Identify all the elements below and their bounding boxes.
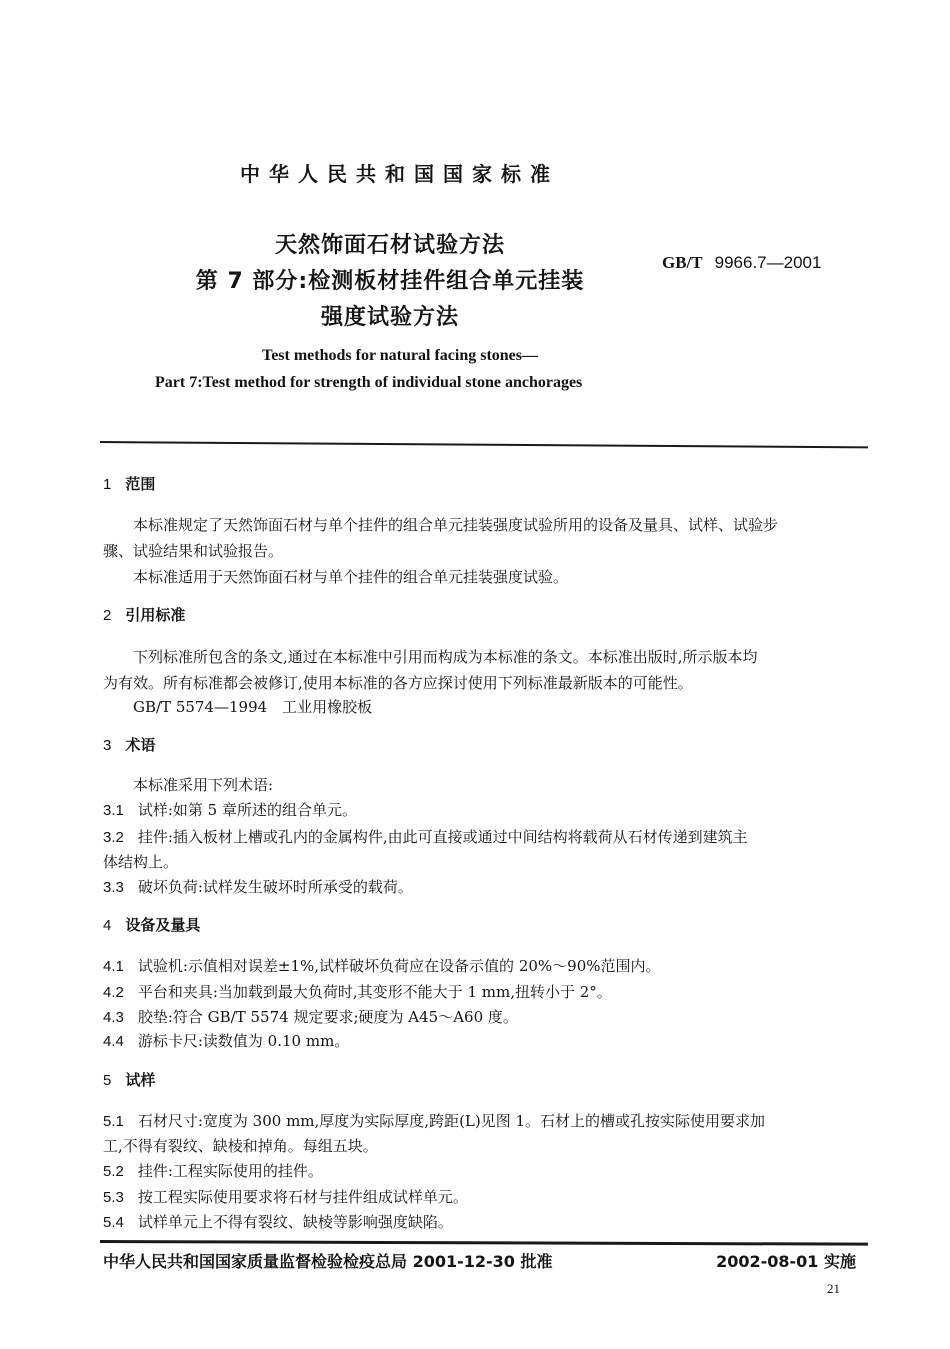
paragraph: 为有效。所有标准都会被修订,使用本标准的各方应探讨使用下列标准最新版本的可能性。 (103, 674, 693, 692)
english-title-line-2: Part 7:Test method for strength of individual stone anchorages (155, 374, 583, 391)
footer-divider (100, 1240, 868, 1246)
section-heading: 2 引用标准 (103, 606, 186, 624)
title-line-1: 天然饰面石材试验方法 (274, 233, 505, 258)
clause: 5.1 石材尺寸:宽度为 300 mm,厚度为实际厚度,跨距(L)见图 1。石材上的槽或孔按实际使用要求加 (103, 1112, 766, 1130)
clause: 4.2 平台和夹具:当加载到最大负荷时,其变形不能大于 1 mm,扭转小于 2°。 (103, 983, 612, 1001)
implementation-date: 2002-08-01 实施 (716, 1252, 856, 1271)
standard-prefix: GB/T (662, 253, 703, 272)
clause: 4.1 试验机:示值相对误差±1%,试样破坏负荷应在设备示值的 20%～90%范围内。 (103, 957, 661, 975)
section-heading: 5 试样 (103, 1071, 156, 1089)
clause: 5.3 按工程实际使用要求将石材与挂件组成试样单元。 (103, 1188, 468, 1206)
paragraph: 本标准规定了天然饰面石材与单个挂件的组合单元挂装强度试验所用的设备及量具、试样、试验步 (133, 516, 779, 534)
clause: 3.1 试样:如第 5 章所述的组合单元。 (103, 801, 357, 819)
standard-code: 9966.7—2001 (714, 253, 822, 272)
approval-note: 中华人民共和国国家质量监督检验检疫总局 2001-12-30 批准 (103, 1252, 553, 1271)
section-heading: 4 设备及量具 (103, 916, 201, 934)
clause: 4.4 游标卡尺:读数值为 0.10 mm。 (103, 1032, 350, 1050)
standard-number (662, 253, 821, 273)
section-heading: 3 术语 (103, 736, 156, 754)
page-number: 21 (827, 1281, 840, 1296)
clause: 5.4 试样单元上不得有裂纹、缺棱等影响强度缺陷。 (103, 1213, 453, 1231)
clause-continuation: 体结构上。 (103, 853, 179, 871)
paragraph: 本标准采用下列术语: (133, 776, 274, 794)
reference-entry: GB/T 5574—1994 工业用橡胶板 (133, 698, 373, 716)
title-line-3: 强度试验方法 (320, 305, 459, 330)
title-line-2: 第 7 部分:检测板材挂件组合单元挂装 (195, 269, 585, 294)
english-title-line-1: Test methods for natural facing stones— (261, 347, 538, 364)
paragraph: 下列标准所包含的条文,通过在本标准中引用而构成为本标准的条文。本标准出版时,所示版本均 (133, 648, 758, 666)
clause: 5.2 挂件:工程实际使用的挂件。 (103, 1162, 323, 1180)
standard-category: 中华人民共和国国家标准 (240, 162, 559, 186)
paragraph: 本标准适用于天然饰面石材与单个挂件的组合单元挂装强度试验。 (133, 568, 569, 586)
header-divider (100, 441, 868, 448)
clause-continuation: 工,不得有裂纹、缺棱和掉角。每组五块。 (103, 1137, 378, 1155)
clause: 4.3 胶垫:符合 GB/T 5574 规定要求;硬度为 A45～A60 度。 (103, 1008, 518, 1026)
clause: 3.3 破坏负荷:试样发生破坏时所承受的载荷。 (103, 878, 413, 896)
clause: 3.2 挂件:插入板材上槽或孔内的金属构件,由此可直接或通过中间结构将载荷从石材传递到建筑主 (103, 828, 748, 846)
paragraph: 骤、试验结果和试验报告。 (103, 542, 284, 560)
section-heading: 1 范围 (103, 475, 156, 493)
